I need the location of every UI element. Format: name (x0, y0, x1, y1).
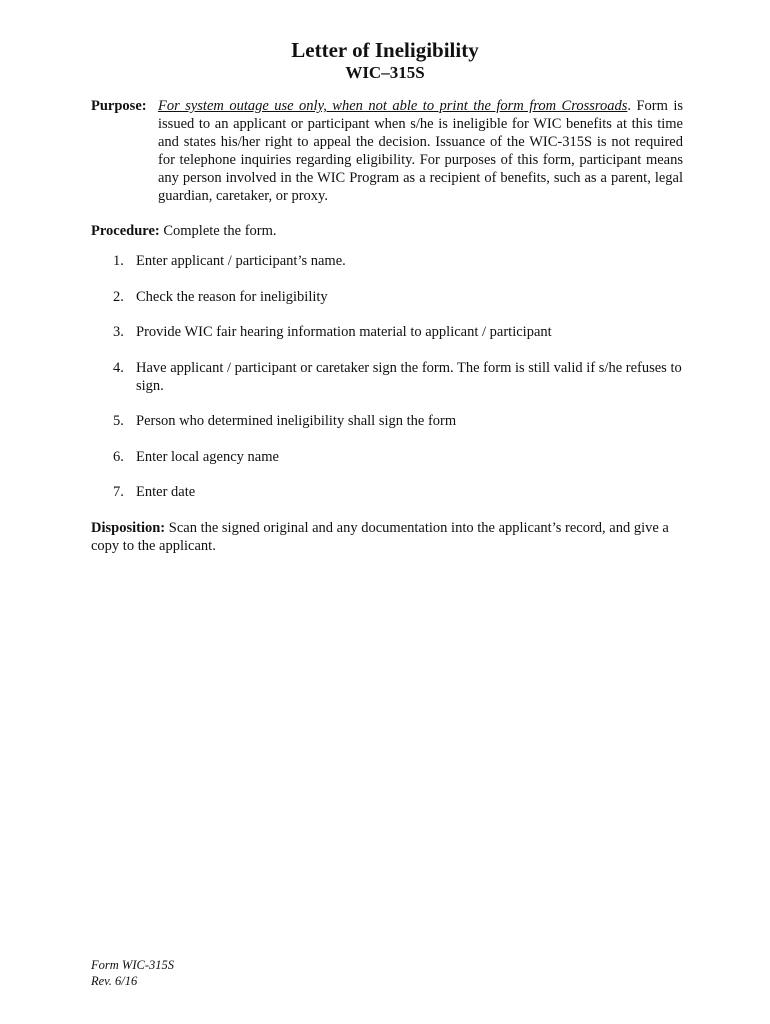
purpose-label: Purpose: (91, 98, 147, 114)
step-number: 3. (113, 324, 124, 340)
disposition-text: Scan the signed original and any documentation into the applicant’s record, and give a copy to the applicant. (91, 520, 669, 554)
procedure-step (91, 412, 683, 430)
step-number: 4. (113, 359, 124, 376)
footer-form-number: Form WIC-315S (91, 958, 174, 972)
purpose-underlined-text: For system outage use only, when not able to print the form from Crossroads (158, 98, 628, 114)
step-number: 5. (113, 413, 124, 429)
footer-revision: Rev. 6/16 (91, 974, 138, 988)
document-title: Letter of Ineligibility (291, 38, 479, 62)
step-text: Enter local agency name (136, 448, 279, 465)
purpose-text (158, 97, 683, 205)
step-text: Have applicant / participant or caretaker sign the form. The form is still valid if s/he refuses to sign. (136, 359, 682, 394)
procedure-step (91, 448, 683, 466)
procedure-step (91, 288, 683, 306)
form-id: WIC–315S (345, 63, 425, 82)
disposition-section (91, 519, 683, 555)
step-text: Provide WIC fair hearing information material to applicant / participant (136, 324, 552, 340)
form-footer (91, 957, 174, 989)
procedure-step (91, 252, 683, 270)
step-number: 2. (113, 288, 124, 305)
step-text: Person who determined ineligibility shall sign the form (136, 413, 457, 429)
step-text: Enter applicant / participant’s name. (136, 253, 346, 269)
procedure-step (91, 483, 683, 501)
procedure-label: Procedure: (91, 223, 160, 239)
step-number: 1. (113, 253, 124, 269)
step-text: Check the reason for ineligibility (136, 288, 328, 305)
procedure-section (91, 222, 277, 240)
procedure-steps (91, 252, 683, 519)
purpose-section (91, 97, 683, 205)
procedure-text: Complete the form. (159, 223, 277, 239)
procedure-step (91, 323, 683, 341)
disposition-label: Disposition: (91, 520, 166, 536)
step-number: 6. (113, 448, 124, 465)
step-text: Enter date (136, 484, 196, 500)
step-number: 7. (113, 484, 124, 500)
procedure-step (91, 359, 683, 395)
purpose-body-text: . Form is issued to an applicant or participant when s/he is ineligible for WIC benefits at this time and states his/her right to appeal the decision. Issuance of the WIC-315S is not required for telephone inquiries regarding eligibility. For purposes of this form, participant means any person involved in the WIC Program as a recipient of benefits, such as a parent, legal guardian, caretaker, or proxy. (158, 98, 684, 204)
